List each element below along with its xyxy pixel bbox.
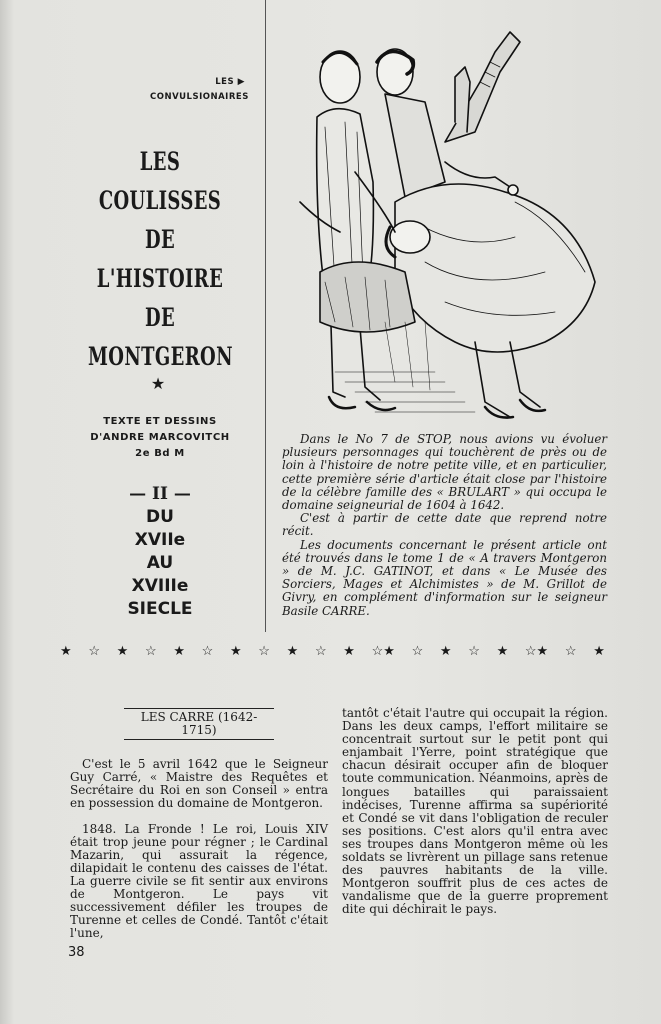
star-icon: ☆ (564, 644, 577, 659)
star-icon: ★ (496, 644, 509, 659)
star-icon: ★ (173, 644, 185, 659)
star-icon: ☆ (314, 644, 327, 659)
credits (60, 414, 260, 462)
star-icon: ☆ (411, 644, 424, 659)
section-title: LES CARRE (1642-1715) (124, 708, 274, 740)
title-line: DE (144, 303, 176, 332)
star-icon: ★ (439, 644, 452, 659)
section-tag-les: LES (215, 77, 235, 87)
page-number: 38 (68, 945, 85, 960)
article-main-title (88, 142, 232, 376)
star-icon: ☆ (144, 644, 157, 659)
column-divider (265, 0, 266, 632)
intro-paragraph-1: Dans le No 7 de STOP, nous avions vu évoluer plusieurs personnages qui touchèrent de près ou de loin à l'histoire de notre petite ville, et en particulier, cette première série d'article était close par l'histoire de la célèbre famille des « BRULART » qui occupa le domaine seigneurial de 1604 à 1642. (282, 432, 607, 513)
star-icon: ★ (229, 644, 242, 659)
credits-line-3: 2e Bd M (135, 448, 185, 459)
title-line: LES (139, 147, 181, 176)
section-tag (150, 75, 249, 105)
star-icon: ☆ (468, 644, 480, 659)
intro-paragraph-2: C'est à partir de cette date que reprend notre récit. (282, 511, 607, 539)
title-line: COULISSES (98, 186, 222, 215)
article-paragraph: C'est le 5 avril 1642 que le Seigneur Guy Carré, « Maistre des Requêtes et Secrétaire du Roi en son Conseil » entra en possession du domaine de Montgeron. (70, 757, 328, 811)
intro-paragraph-3: Les documents concernant le présent article ont été trouvés dans le tome 1 de « A travers Montgeron » de M. J.C. GATINOT, et dans « Le Musée des Sorciers, Mages et Alchimistes » de M. Grillot de Givry, en complément d'information sur le seigneur Basile CARRE. (282, 537, 607, 618)
article-column-right (342, 707, 608, 929)
part-line-siecle: SIECLE (127, 599, 193, 619)
play-arrow-icon: ▶ (237, 77, 245, 87)
star-icon: ☆ (201, 644, 214, 659)
part-number: — II — (129, 484, 191, 504)
article-paragraph: tantôt c'était l'autre qui occupait la région. Dans les deux camps, l'effort militaire se concentrait surtout sur le petit pont qui enjambait l'Yerre, point stratégique que chacun désirait occuper afin de bloquer toute communication. Néanmoins, après de longues batailles qui paraissaient indécises, Turenne affirma sa supériorité et Condé se vit dans l'obligation de reculer ses positions. C'est alors qu'il entra avec ses troupes dans Montgeron même où les soldats se livrèrent un pillage sans retenue des pauvres habitants de la ville. Montgeron souffrit plus de ces actes de vandalisme que de la guerre proprement dite qui déchirait le pays. (342, 706, 608, 917)
star-icon: ☆ (88, 644, 100, 659)
credits-line-2: D'ANDRE MARCOVITCH (90, 432, 230, 443)
title-star-icon: ★ (150, 374, 166, 393)
intro-text (282, 433, 607, 618)
part-line-xvii: XVIIe (134, 530, 186, 550)
star-icon: ★ (343, 644, 355, 659)
article-column-left (70, 708, 328, 952)
section-tag-convulsionaires: CONVULSIONAIRES (150, 92, 249, 102)
convulsionaries-illustration (295, 22, 605, 432)
article-paragraph: 1848. La Fronde ! Le roi, Louis XIV était trop jeune pour régner ; le Cardinal Mazarin, qui assurait la régence, dilapidait le contenu des caisses de l'état. La guerre civile se fit sentir aux environs de Montgeron. Le pays vit successivement défiler les troupes de Turenne et celles de Condé. Tantôt c'était l'une, (70, 821, 328, 941)
star-icon: ★ (286, 644, 299, 659)
star-icon: ☆★ (371, 644, 395, 659)
part-heading (80, 483, 240, 621)
title-line: L'HISTOIRE (96, 264, 224, 293)
part-line-xviii: XVIIIe (131, 576, 189, 596)
title-line: MONTGERON (88, 342, 233, 371)
star-icon: ★ (60, 644, 72, 659)
star-icon: ☆ (258, 644, 270, 659)
star-icon: ★ (593, 644, 605, 659)
credits-line-1: TEXTE ET DESSINS (103, 416, 217, 427)
part-line-du: DU (146, 507, 174, 527)
part-line-au: AU (146, 553, 174, 573)
title-line: DE (144, 225, 176, 254)
star-separator (60, 644, 605, 659)
star-icon: ★ (116, 644, 129, 659)
star-icon: ☆★ (524, 644, 549, 659)
